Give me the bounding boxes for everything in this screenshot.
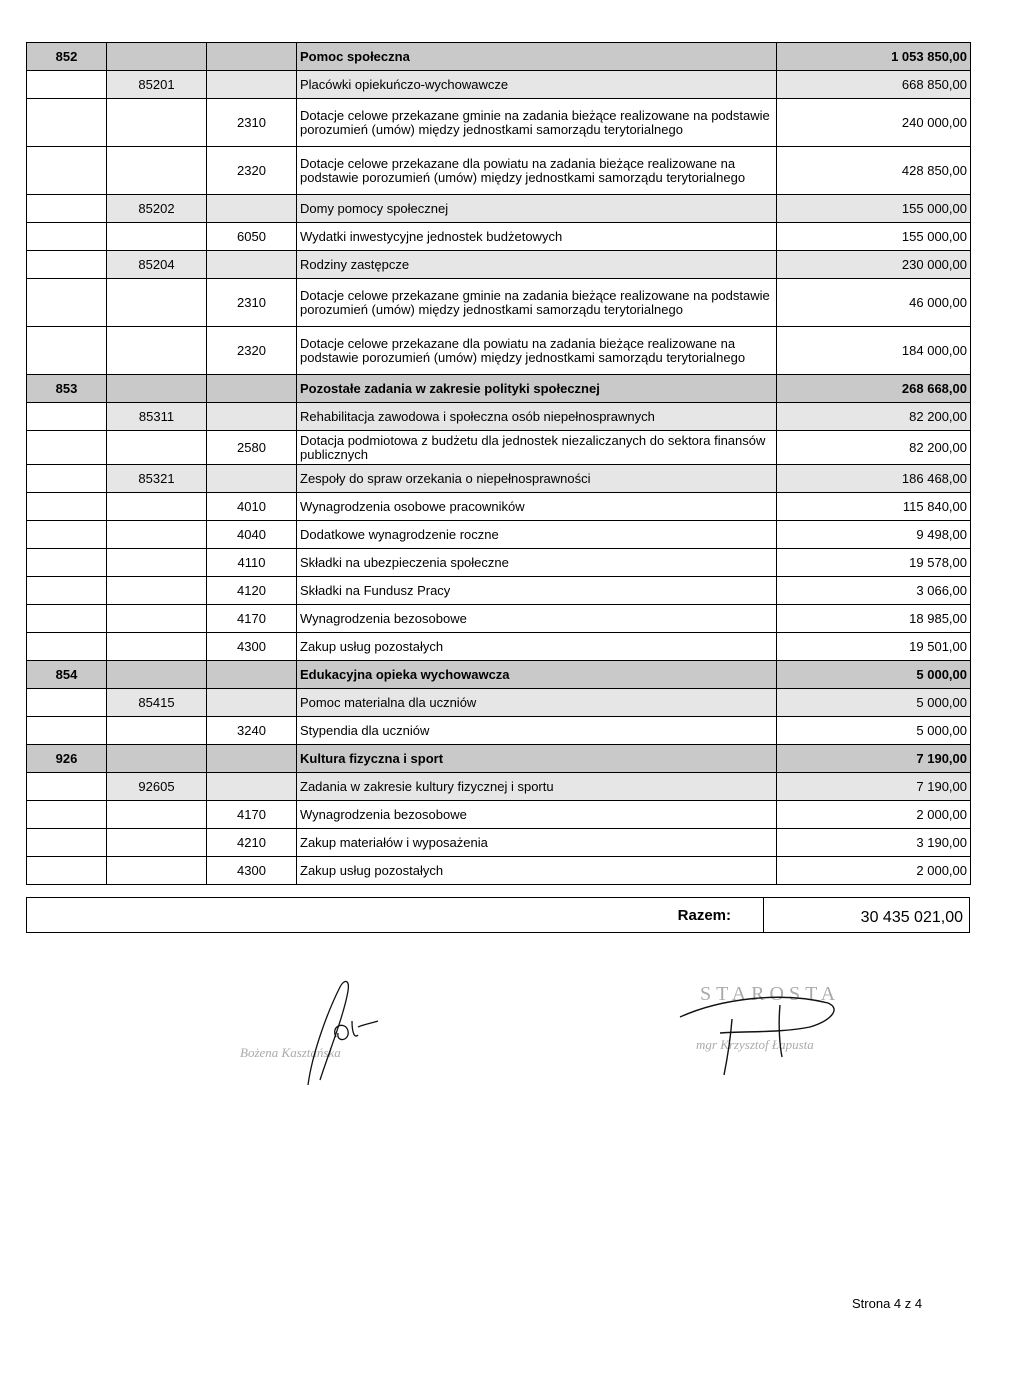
amount-cell: 2 000,00 — [777, 857, 971, 885]
table-row — [27, 829, 971, 857]
chapter-code-cell — [107, 801, 207, 829]
chapter-code-cell — [107, 431, 207, 465]
table-row — [27, 605, 971, 633]
amount-cell: 46 000,00 — [777, 279, 971, 327]
budget-table-body — [27, 43, 971, 885]
paragraph-code-cell — [207, 375, 297, 403]
chapter-code-cell — [107, 223, 207, 251]
chapter-code-cell — [107, 605, 207, 633]
description-cell: Dodatkowe wynagrodzenie roczne — [297, 521, 777, 549]
table-row — [27, 801, 971, 829]
amount-cell: 82 200,00 — [777, 403, 971, 431]
page-number: Strona 4 z 4 — [852, 1296, 923, 1311]
chapter-code-cell — [107, 633, 207, 661]
description-cell: Dotacje celowe przekazane gminie na zadania bieżące realizowane na podstawie porozumień (umów) między jednostkami samorządu terytorialnego — [297, 279, 777, 327]
division-code-cell — [27, 223, 107, 251]
chapter-code-cell — [107, 661, 207, 689]
paragraph-code-cell: 2310 — [207, 99, 297, 147]
description-cell: Dotacje celowe przekazane dla powiatu na zadania bieżące realizowane na podstawie porozumień (umów) między jednostkami samorządu terytorialnego — [297, 327, 777, 375]
chapter-code-cell — [107, 829, 207, 857]
chapter-code-cell: 85311 — [107, 403, 207, 431]
table-row — [27, 327, 971, 375]
division-code-cell: 854 — [27, 661, 107, 689]
division-code-cell — [27, 251, 107, 279]
table-row — [27, 71, 971, 99]
chapter-code-cell: 85321 — [107, 465, 207, 493]
description-cell: Stypendia dla uczniów — [297, 717, 777, 745]
table-row — [27, 661, 971, 689]
description-cell: Składki na ubezpieczenia społeczne — [297, 549, 777, 577]
paragraph-code-cell: 2320 — [207, 147, 297, 195]
division-code-cell — [27, 431, 107, 465]
division-code-cell — [27, 801, 107, 829]
amount-cell: 9 498,00 — [777, 521, 971, 549]
paragraph-code-cell: 4210 — [207, 829, 297, 857]
amount-cell: 668 850,00 — [777, 71, 971, 99]
paragraph-code-cell — [207, 465, 297, 493]
signature-right — [660, 975, 890, 1085]
division-code-cell — [27, 493, 107, 521]
division-code-cell: 926 — [27, 745, 107, 773]
description-cell: Pomoc materialna dla uczniów — [297, 689, 777, 717]
division-code-cell — [27, 717, 107, 745]
paragraph-code-cell: 4300 — [207, 633, 297, 661]
budget-table — [26, 42, 971, 885]
amount-cell: 7 190,00 — [777, 745, 971, 773]
description-cell: Zakup usług pozostałych — [297, 857, 777, 885]
paragraph-code-cell — [207, 773, 297, 801]
paragraph-code-cell: 4170 — [207, 801, 297, 829]
amount-cell: 19 501,00 — [777, 633, 971, 661]
chapter-code-cell: 92605 — [107, 773, 207, 801]
amount-cell: 5 000,00 — [777, 717, 971, 745]
description-cell: Zespoły do spraw orzekania o niepełnosprawności — [297, 465, 777, 493]
table-row — [27, 279, 971, 327]
description-cell: Edukacyjna opieka wychowawcza — [297, 661, 777, 689]
paragraph-code-cell — [207, 71, 297, 99]
division-code-cell — [27, 327, 107, 375]
paragraph-code-cell: 4010 — [207, 493, 297, 521]
division-code-cell — [27, 605, 107, 633]
description-cell: Rehabilitacja zawodowa i społeczna osób niepełnosprawnych — [297, 403, 777, 431]
table-row — [27, 577, 971, 605]
amount-cell: 155 000,00 — [777, 195, 971, 223]
table-row — [27, 251, 971, 279]
table-row — [27, 147, 971, 195]
division-code-cell — [27, 71, 107, 99]
table-row — [27, 633, 971, 661]
description-cell: Zadania w zakresie kultury fizycznej i sportu — [297, 773, 777, 801]
table-row — [27, 375, 971, 403]
amount-cell: 184 000,00 — [777, 327, 971, 375]
paragraph-code-cell — [207, 745, 297, 773]
description-cell: Zakup usług pozostałych — [297, 633, 777, 661]
paragraph-code-cell: 2310 — [207, 279, 297, 327]
division-code-cell — [27, 521, 107, 549]
paragraph-code-cell — [207, 661, 297, 689]
chapter-code-cell: 85201 — [107, 71, 207, 99]
amount-cell: 5 000,00 — [777, 689, 971, 717]
paragraph-code-cell: 4110 — [207, 549, 297, 577]
chapter-code-cell — [107, 577, 207, 605]
division-code-cell — [27, 577, 107, 605]
total-label: Razem: — [677, 907, 731, 924]
paragraph-code-cell — [207, 689, 297, 717]
description-cell: Dotacje celowe przekazane gminie na zadania bieżące realizowane na podstawie porozumień (umów) między jednostkami samorządu terytorialnego — [297, 99, 777, 147]
table-row — [27, 717, 971, 745]
handwritten-signature-right — [660, 975, 890, 1085]
paragraph-code-cell — [207, 403, 297, 431]
paragraph-code-cell: 4040 — [207, 521, 297, 549]
description-cell: Wynagrodzenia bezosobowe — [297, 605, 777, 633]
amount-cell: 5 000,00 — [777, 661, 971, 689]
table-row — [27, 493, 971, 521]
signature-right-name: mgr Krzysztof Łapusta — [696, 1037, 814, 1052]
description-cell: Składki na Fundusz Pracy — [297, 577, 777, 605]
amount-cell: 7 190,00 — [777, 773, 971, 801]
description-cell: Pomoc społeczna — [297, 43, 777, 71]
paragraph-code-cell: 2580 — [207, 431, 297, 465]
paragraph-code-cell: 2320 — [207, 327, 297, 375]
chapter-code-cell: 85202 — [107, 195, 207, 223]
amount-cell: 19 578,00 — [777, 549, 971, 577]
division-code-cell — [27, 857, 107, 885]
description-cell: Placówki opiekuńczo-wychowawcze — [297, 71, 777, 99]
chapter-code-cell — [107, 375, 207, 403]
chapter-code-cell — [107, 745, 207, 773]
table-row — [27, 43, 971, 71]
signature-right-title: STAROSTA — [700, 983, 841, 1005]
chapter-code-cell — [107, 717, 207, 745]
amount-cell: 240 000,00 — [777, 99, 971, 147]
chapter-code-cell — [107, 99, 207, 147]
chapter-code-cell — [107, 327, 207, 375]
chapter-code-cell — [107, 521, 207, 549]
chapter-code-cell — [107, 549, 207, 577]
description-cell: Dotacja podmiotowa z budżetu dla jednostek niezaliczanych do sektora finansów publicznych — [297, 431, 777, 465]
table-row — [27, 549, 971, 577]
table-row — [27, 857, 971, 885]
paragraph-code-cell — [207, 251, 297, 279]
division-code-cell: 853 — [27, 375, 107, 403]
amount-cell: 230 000,00 — [777, 251, 971, 279]
chapter-code-cell: 85415 — [107, 689, 207, 717]
chapter-code-cell: 85204 — [107, 251, 207, 279]
division-code-cell — [27, 829, 107, 857]
table-row — [27, 745, 971, 773]
table-row — [27, 223, 971, 251]
amount-cell: 2 000,00 — [777, 801, 971, 829]
chapter-code-cell — [107, 857, 207, 885]
division-code-cell: 852 — [27, 43, 107, 71]
division-code-cell — [27, 633, 107, 661]
division-code-cell — [27, 195, 107, 223]
paragraph-code-cell: 6050 — [207, 223, 297, 251]
description-cell: Kultura fizyczna i sport — [297, 745, 777, 773]
description-cell: Dotacje celowe przekazane dla powiatu na zadania bieżące realizowane na podstawie porozumień (umów) między jednostkami samorządu terytorialnego — [297, 147, 777, 195]
description-cell: Zakup materiałów i wyposażenia — [297, 829, 777, 857]
chapter-code-cell — [107, 43, 207, 71]
table-row — [27, 99, 971, 147]
table-row — [27, 689, 971, 717]
division-code-cell — [27, 99, 107, 147]
paragraph-code-cell: 4300 — [207, 857, 297, 885]
amount-cell: 18 985,00 — [777, 605, 971, 633]
paragraph-code-cell — [207, 195, 297, 223]
amount-cell: 1 053 850,00 — [777, 43, 971, 71]
amount-cell: 155 000,00 — [777, 223, 971, 251]
division-code-cell — [27, 279, 107, 327]
description-cell: Wynagrodzenia bezosobowe — [297, 801, 777, 829]
description-cell: Domy pomocy społecznej — [297, 195, 777, 223]
division-code-cell — [27, 147, 107, 195]
table-row — [27, 773, 971, 801]
division-code-cell — [27, 689, 107, 717]
amount-cell: 186 468,00 — [777, 465, 971, 493]
totals-row — [26, 897, 970, 933]
paragraph-code-cell: 4120 — [207, 577, 297, 605]
table-row — [27, 195, 971, 223]
table-row — [27, 465, 971, 493]
division-code-cell — [27, 773, 107, 801]
division-code-cell — [27, 465, 107, 493]
chapter-code-cell — [107, 147, 207, 195]
amount-cell: 82 200,00 — [777, 431, 971, 465]
division-code-cell — [27, 403, 107, 431]
amount-cell: 3 066,00 — [777, 577, 971, 605]
description-cell: Wynagrodzenia osobowe pracowników — [297, 493, 777, 521]
table-row — [27, 521, 971, 549]
amount-cell: 428 850,00 — [777, 147, 971, 195]
description-cell: Wydatki inwestycyjne jednostek budżetowych — [297, 223, 777, 251]
amount-cell: 3 190,00 — [777, 829, 971, 857]
total-value: 30 435 021,00 — [763, 898, 969, 932]
description-cell: Rodziny zastępcze — [297, 251, 777, 279]
chapter-code-cell — [107, 493, 207, 521]
table-row — [27, 431, 971, 465]
description-cell: Pozostałe zadania w zakresie polityki społecznej — [297, 375, 777, 403]
paragraph-code-cell — [207, 43, 297, 71]
paragraph-code-cell: 3240 — [207, 717, 297, 745]
division-code-cell — [27, 549, 107, 577]
chapter-code-cell — [107, 279, 207, 327]
handwritten-signature-left — [240, 975, 440, 1085]
amount-cell: 268 668,00 — [777, 375, 971, 403]
signature-left-name: Bożena Kasztańska — [240, 1045, 341, 1060]
table-row — [27, 403, 971, 431]
amount-cell: 115 840,00 — [777, 493, 971, 521]
signature-left — [240, 975, 440, 1085]
paragraph-code-cell: 4170 — [207, 605, 297, 633]
